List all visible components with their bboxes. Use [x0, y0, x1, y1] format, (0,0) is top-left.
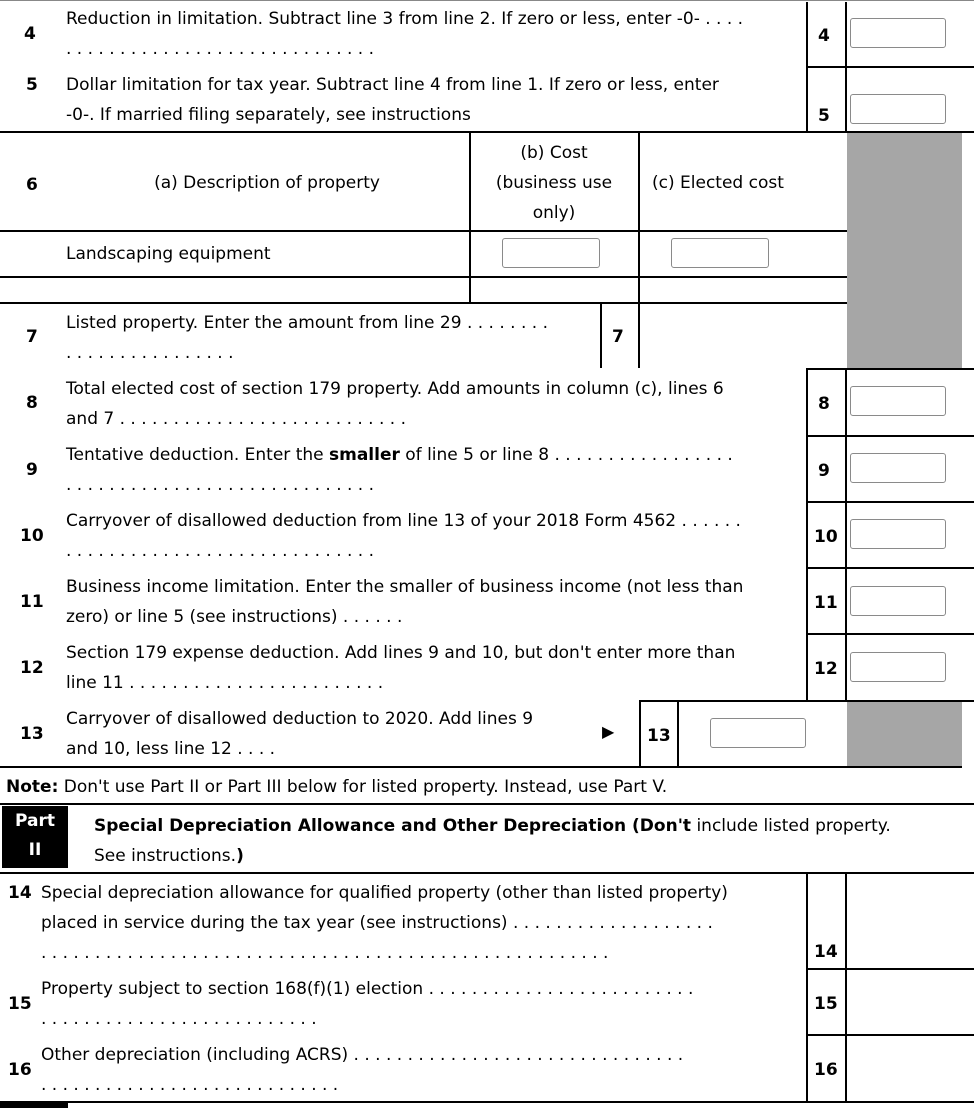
- line-4-dots: . . . . . . . . . . . . . . . . . . . . . . . . . . . . .: [66, 39, 375, 59]
- grid-line: [639, 701, 641, 767]
- line-11-number: 11: [20, 592, 44, 612]
- line-15-dots: . . . . . . . . . . . . . . . . . . . . . . . . . .: [41, 1009, 317, 1029]
- part-2-title: [94, 811, 891, 841]
- part-2-title-see: See instructions.: [94, 846, 237, 866]
- part-tag-number: II: [28, 840, 42, 860]
- line-8-text: Total elected cost of section 179 property. Add amounts in column (c), lines 6: [66, 379, 724, 399]
- line-15-number: 15: [8, 994, 32, 1014]
- line-16-text: Other depreciation (including ACRS) . . . . . . . . . . . . . . . . . . . . . . . . . . . . . . .: [41, 1045, 684, 1065]
- line-14-number: 14: [8, 883, 32, 903]
- line-7-text: Listed property. Enter the amount from line 29 . . . . . . . .: [66, 313, 549, 333]
- grid-line: [0, 766, 962, 768]
- line-12-input[interactable]: [850, 652, 946, 682]
- line-12-ref: 12: [814, 659, 838, 679]
- line-15-ref: 15: [814, 994, 838, 1014]
- line-11-ref: 11: [814, 593, 838, 613]
- line-13-ref: 13: [647, 726, 671, 746]
- grid-line: [806, 501, 974, 503]
- grid-line: [600, 303, 602, 368]
- grid-line: [0, 131, 974, 133]
- line-14-text-2: placed in service during the tax year (see instructions) . . . . . . . . . . . . . . . . . . .: [41, 913, 713, 933]
- line-12-number: 12: [20, 658, 44, 678]
- line-11-text-2: zero) or line 5 (see instructions) . . . . . .: [66, 607, 403, 627]
- line-8-text-2: and 7 . . . . . . . . . . . . . . . . . . . . . . . . . . .: [66, 409, 407, 429]
- line-12-text: Section 179 expense deduction. Add lines 9 and 10, but don't enter more than: [66, 643, 736, 663]
- line-15-text: Property subject to section 168(f)(1) election . . . . . . . . . . . . . . . . . . . . . . . . .: [41, 979, 694, 999]
- part-2-tag: [2, 806, 68, 868]
- line-9-text-a: Tentative deduction. Enter the: [66, 445, 329, 465]
- grid-line: [0, 276, 847, 278]
- line-9-ref: 9: [818, 461, 830, 481]
- line-16-number: 16: [8, 1060, 32, 1080]
- line-16-dots: . . . . . . . . . . . . . . . . . . . . . . . . . . . .: [41, 1075, 339, 1095]
- grid-line: [0, 302, 847, 304]
- line-7-number: 7: [26, 327, 38, 347]
- grid-line: [845, 874, 847, 1103]
- grid-line: [806, 435, 974, 437]
- part-2-title-2: [94, 841, 244, 871]
- shaded-area-2: [847, 701, 962, 767]
- line-5-text-2: -0-. If married filing separately, see instructions: [66, 105, 471, 125]
- line-4-text: Reduction in limitation. Subtract line 3 from line 2. If zero or less, enter -0- . . . .: [66, 9, 744, 29]
- col-b-header-3: only): [532, 203, 576, 223]
- line-10-number: 10: [20, 526, 44, 546]
- line-9-number: 9: [26, 460, 38, 480]
- grid-line: [638, 133, 640, 368]
- grid-line: [677, 701, 679, 767]
- col-b-header-2: (business use: [495, 173, 613, 193]
- line-6-number: 6: [26, 175, 38, 195]
- grid-line: [0, 872, 974, 874]
- line-13-text: Carryover of disallowed deduction to 2020. Add lines 9: [66, 709, 534, 729]
- grid-line: [806, 874, 808, 1103]
- top-border: [0, 0, 974, 1]
- line-9-dots: . . . . . . . . . . . . . . . . . . . . . . . . . . . . .: [66, 475, 375, 495]
- line-13-number: 13: [20, 724, 44, 744]
- line-11-text: Business income limitation. Enter the smaller of business income (not less than: [66, 577, 744, 597]
- grid-line: [806, 968, 974, 970]
- col-c-header: (c) Elected cost: [652, 173, 784, 193]
- line-9-text-bold: smaller: [329, 445, 400, 465]
- line-10-text: Carryover of disallowed deduction from line 13 of your 2018 Form 4562 . . . . . .: [66, 511, 741, 531]
- col-b-header-1: (b) Cost: [520, 143, 588, 163]
- grid-line: [806, 66, 974, 68]
- line-10-dots: . . . . . . . . . . . . . . . . . . . . . . . . . . . . .: [66, 541, 375, 561]
- grid-line: [639, 700, 974, 702]
- grid-line: [845, 368, 847, 701]
- line-4-ref: 4: [818, 26, 830, 46]
- line-14-text: Special depreciation allowance for qualified property (other than listed property): [41, 883, 728, 903]
- grid-line: [806, 567, 974, 569]
- grid-line: [0, 1101, 974, 1103]
- line-5-number: 5: [26, 75, 38, 95]
- part-2-title-paren: ): [236, 846, 244, 866]
- line-5-input[interactable]: [850, 94, 946, 124]
- line-9-input[interactable]: [850, 453, 946, 483]
- next-part-tag-edge: [0, 1103, 68, 1108]
- note: [6, 772, 667, 802]
- line-7-dots: . . . . . . . . . . . . . . . .: [66, 343, 234, 363]
- line-16-ref: 16: [814, 1060, 838, 1080]
- line-13-input[interactable]: [710, 718, 806, 748]
- line-9-text: [66, 440, 733, 470]
- grid-line: [806, 368, 974, 370]
- note-label: Note:: [6, 777, 59, 797]
- grid-line: [806, 633, 974, 635]
- part-2-title-normal: include listed property.: [691, 816, 891, 836]
- line-9-text-c: of line 5 or line 8 . . . . . . . . . . . . . . . . .: [399, 445, 733, 465]
- line-8-input[interactable]: [850, 386, 946, 416]
- arrow-right-icon: ▶: [602, 722, 615, 741]
- line-8-ref: 8: [818, 394, 830, 414]
- grid-line: [806, 1034, 974, 1036]
- line-5-text: Dollar limitation for tax year. Subtract line 4 from line 1. If zero or less, enter: [66, 75, 719, 95]
- shaded-area-1: [847, 133, 962, 368]
- grid-line: [0, 230, 847, 232]
- property-elected-cost-input[interactable]: [671, 238, 769, 268]
- line-8-number: 8: [26, 393, 38, 413]
- line-12-text-2: line 11 . . . . . . . . . . . . . . . . . . . . . . . .: [66, 673, 384, 693]
- grid-line: [806, 368, 808, 701]
- property-cost-input[interactable]: [502, 238, 600, 268]
- part-tag-word: Part: [15, 811, 55, 831]
- line-5-ref: 5: [818, 106, 830, 126]
- line-14-dots: . . . . . . . . . . . . . . . . . . . . . . . . . . . . . . . . . . . . . . . . . . . . . . . . . . . . .: [41, 943, 609, 963]
- line-4-number: 4: [24, 24, 36, 44]
- line-11-input[interactable]: [850, 586, 946, 616]
- part-2-title-bold: Special Depreciation Allowance and Other Depreciation (Don't: [94, 816, 692, 836]
- property-description: Landscaping equipment: [66, 244, 271, 264]
- line-13-text-2: and 10, less line 12 . . . .: [66, 739, 276, 759]
- note-text: Don't use Part II or Part III below for listed property. Instead, use Part V.: [58, 777, 668, 797]
- line-10-ref: 10: [814, 527, 838, 547]
- line-10-input[interactable]: [850, 519, 946, 549]
- line-7-ref: 7: [612, 327, 624, 347]
- col-a-header: (a) Description of property: [154, 173, 380, 193]
- grid-line: [0, 803, 974, 805]
- line-14-ref: 14: [814, 942, 838, 962]
- line-4-input[interactable]: [850, 18, 946, 48]
